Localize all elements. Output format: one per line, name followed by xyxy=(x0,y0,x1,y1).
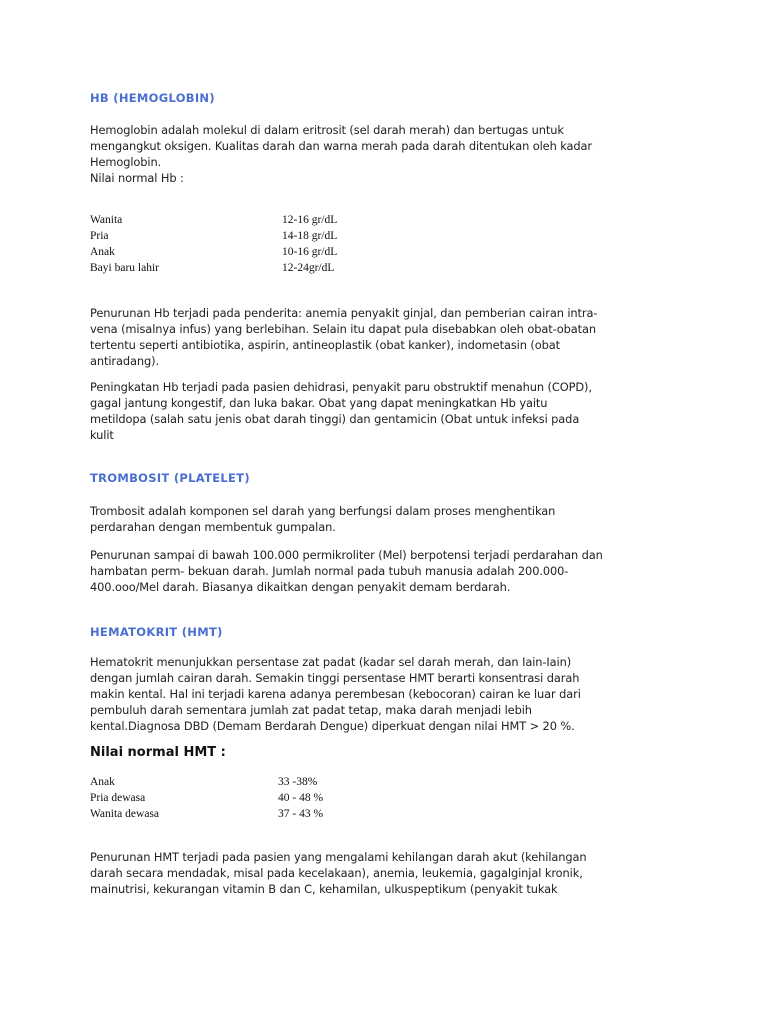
paragraph-hb-increase xyxy=(90,379,592,443)
section-heading-trombosit: TROMBOSIT (PLATELET) xyxy=(90,471,250,485)
text-line: Penurunan HMT terjadi pada pasien yang mengalami kehilangan darah akut (kehilangan xyxy=(90,850,587,864)
text-line: kental.Diagnosa DBD (Demam Berdarah Dengue) diperkuat dengan nilai HMT > 20 %. xyxy=(90,719,575,733)
paragraph-trombosit-intro xyxy=(90,503,555,535)
text-line: perdarahan dengan membentuk gumpalan. xyxy=(90,520,336,534)
text-line: makin kental. Hal ini terjadi karena adanya perembesan (kebocoran) cairan ke luar dari xyxy=(90,687,581,701)
group-cell: Wanita dewasa xyxy=(90,808,159,820)
text-line: dengan jumlah cairan darah. Semakin tinggi persentase HMT berarti konsentrasi darah xyxy=(90,671,580,685)
value-cell: 12-24gr/dL xyxy=(282,262,335,274)
text-line: Nilai normal Hb : xyxy=(90,171,184,185)
text-line: vena (misalnya infus) yang berlebihan. Selain itu dapat pula disebabkan oleh obat-obatan xyxy=(90,322,597,336)
group-cell: Anak xyxy=(90,776,115,788)
text-line: 400.ooo/Mel darah. Biasanya dikaitkan dengan penyakit demam berdarah. xyxy=(90,580,511,594)
hmt-normal-heading: Nilai normal HMT : xyxy=(90,745,226,760)
group-cell: Wanita xyxy=(90,214,123,226)
value-cell: 33 -38% xyxy=(278,776,318,788)
paragraph-hb-decrease xyxy=(90,305,597,369)
text-line: mainutrisi, kekurangan vitamin B dan C, kehamilan, ulkuspeptikum (penyakit tukak xyxy=(90,882,558,896)
text-line: antiradang). xyxy=(90,354,160,368)
group-cell: Pria dewasa xyxy=(90,792,146,804)
value-cell: 40 - 48 % xyxy=(278,792,324,804)
text-line: Penurunan sampai di bawah 100.000 permikroliter (Mel) berpotensi terjadi perdarahan dan xyxy=(90,548,603,562)
paragraph-hb-intro xyxy=(90,122,592,186)
paragraph-trombosit-decrease xyxy=(90,547,603,595)
section-heading-hmt: HEMATOKRIT (HMT) xyxy=(90,625,223,639)
text-line: Penurunan Hb terjadi pada penderita: anemia penyakit ginjal, dan pemberian cairan intra- xyxy=(90,306,598,320)
paragraph-hmt-decrease xyxy=(90,849,587,897)
text-line: kulit xyxy=(90,428,114,442)
group-cell: Pria xyxy=(90,230,109,242)
value-cell: 10-16 gr/dL xyxy=(282,246,338,258)
value-cell: 14-18 gr/dL xyxy=(282,230,338,242)
value-cell: 12-16 gr/dL xyxy=(282,214,338,226)
text-line: Hemoglobin adalah molekul di dalam eritrosit (sel darah merah) dan bertugas untuk xyxy=(90,123,564,137)
text-line: Peningkatan Hb terjadi pada pasien dehidrasi, penyakit paru obstruktif menahun (COPD), xyxy=(90,380,592,394)
text-line: pembuluh darah sementara jumlah zat padat tetap, maka darah menjadi lebih xyxy=(90,703,532,717)
text-line: gagal jantung kongestif, dan luka bakar. Obat yang dapat meningkatkan Hb yaitu xyxy=(90,396,548,410)
text-line: mengangkut oksigen. Kualitas darah dan warna merah pada darah ditentukan oleh kadar xyxy=(90,139,592,153)
text-line: Hematokrit menunjukkan persentase zat padat (kadar sel darah merah, dan Iain-Iain) xyxy=(90,655,572,669)
group-cell: Bayi baru lahir xyxy=(90,262,159,274)
text-line: Hemoglobin. xyxy=(90,155,162,169)
paragraph-hmt-intro xyxy=(90,654,581,734)
group-cell: Anak xyxy=(90,246,115,258)
text-line: metildopa (salah satu jenis obat darah tinggi) dan gentamicin (Obat untuk infeksi pada xyxy=(90,412,580,426)
text-line: Trombosit adalah komponen sel darah yang berfungsi dalam proses menghentikan xyxy=(90,504,556,518)
section-heading-hb: HB (HEMOGLOBIN) xyxy=(90,91,215,105)
text-line: darah secara mendadak, misal pada kecelakaan), anemia, leukemia, gagalginjal kronik, xyxy=(90,866,583,880)
text-line: tertentu seperti antibiotika, aspirin, antineoplastik (obat kanker), indometasin (obat xyxy=(90,338,560,352)
text-line: hambatan perm- bekuan darah. Jumlah normal pada tubuh manusia adalah 200.000- xyxy=(90,564,569,578)
value-cell: 37 - 43 % xyxy=(278,808,324,820)
